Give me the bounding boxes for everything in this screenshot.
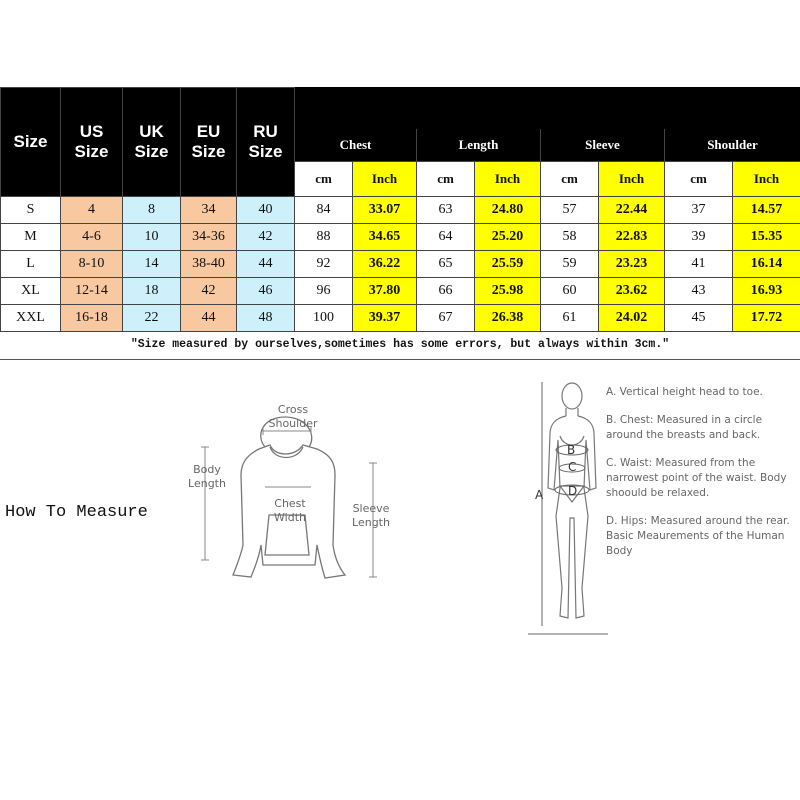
cell-length-cm: 65 (417, 251, 475, 278)
cell-chest-in: 39.37 (353, 305, 417, 332)
size-table (0, 87, 800, 332)
cell-shoulder-cm: 43 (665, 278, 733, 305)
letter-c: C (568, 460, 577, 474)
note-hips: D. Hips: Measured around the rear. (606, 515, 790, 527)
cell-uk: 14 (123, 251, 181, 278)
cell-uk: 22 (123, 305, 181, 332)
cell-eu: 38-40 (181, 251, 237, 278)
cell-shoulder-in: 17.72 (733, 305, 800, 332)
cell-us: 4 (61, 197, 123, 224)
cell-us: 12-14 (61, 278, 123, 305)
letter-b: B (567, 443, 576, 457)
cell-chest-in: 36.22 (353, 251, 417, 278)
ru-size-header: RU Size (237, 88, 295, 197)
how-to-measure-title: How To Measure (5, 503, 148, 522)
note-basic-measurements: Basic Meaurements of the Human Body (606, 530, 785, 557)
cell-size: M (1, 224, 61, 251)
chest-width-label: Chest Width (274, 497, 306, 524)
cell-us: 8-10 (61, 251, 123, 278)
cross-shoulder-label: Cross Shoulder (268, 403, 318, 430)
cell-sleeve-cm: 59 (541, 251, 599, 278)
cell-length-cm: 66 (417, 278, 475, 305)
cell-shoulder-in: 14.57 (733, 197, 800, 224)
cell-shoulder-in: 16.14 (733, 251, 800, 278)
cell-sleeve-cm: 58 (541, 224, 599, 251)
cell-chest-cm: 92 (295, 251, 353, 278)
cell-eu: 34 (181, 197, 237, 224)
shoulder-header: Shoulder (665, 129, 800, 162)
header-band (295, 88, 800, 129)
cell-chest-cm: 96 (295, 278, 353, 305)
note-chest: B. Chest: Measured in a circle around the breasts and back. (606, 414, 763, 441)
cell-sleeve-in: 22.44 (599, 197, 665, 224)
table-row (1, 251, 800, 278)
unit-cm: cm (295, 162, 353, 197)
cell-eu: 34-36 (181, 224, 237, 251)
unit-cm: cm (541, 162, 599, 197)
cell-uk: 18 (123, 278, 181, 305)
cell-length-cm: 67 (417, 305, 475, 332)
cell-length-in: 25.98 (475, 278, 541, 305)
unit-inch: Inch (475, 162, 541, 197)
note-height: A. Vertical height head to toe. (606, 386, 763, 398)
cell-length-in: 25.20 (475, 224, 541, 251)
cell-uk: 8 (123, 197, 181, 224)
cell-ru: 46 (237, 278, 295, 305)
cell-chest-cm: 100 (295, 305, 353, 332)
cell-chest-cm: 88 (295, 224, 353, 251)
chest-header: Chest (295, 129, 417, 162)
unit-cm: cm (417, 162, 475, 197)
cell-shoulder-cm: 39 (665, 224, 733, 251)
letter-a: A (535, 488, 544, 502)
cell-us: 4-6 (61, 224, 123, 251)
cell-sleeve-in: 24.02 (599, 305, 665, 332)
cell-shoulder-in: 16.93 (733, 278, 800, 305)
cell-sleeve-in: 23.62 (599, 278, 665, 305)
cell-size: S (1, 197, 61, 224)
cell-chest-in: 34.65 (353, 224, 417, 251)
cell-length-in: 26.38 (475, 305, 541, 332)
cell-size: XL (1, 278, 61, 305)
measurement-notes (606, 385, 796, 572)
length-header: Length (417, 129, 541, 162)
cell-size: L (1, 251, 61, 278)
cell-length-cm: 64 (417, 224, 475, 251)
cell-length-cm: 63 (417, 197, 475, 224)
sleeve-length-label: Sleeve Length (352, 502, 390, 529)
cell-length-in: 24.80 (475, 197, 541, 224)
table-row (1, 278, 800, 305)
table-row (1, 197, 800, 224)
size-disclaimer: "Size measured by ourselves,sometimes has some errors, but always within 3cm." (0, 331, 800, 360)
cell-uk: 10 (123, 224, 181, 251)
sleeve-header: Sleeve (541, 129, 665, 162)
table-row (1, 224, 800, 251)
cell-ru: 44 (237, 251, 295, 278)
cell-eu: 44 (181, 305, 237, 332)
cell-size: XXL (1, 305, 61, 332)
unit-cm: cm (665, 162, 733, 197)
cell-chest-in: 33.07 (353, 197, 417, 224)
size-chart (0, 87, 800, 332)
neckline (270, 447, 303, 458)
cell-sleeve-cm: 61 (541, 305, 599, 332)
cell-sleeve-in: 23.23 (599, 251, 665, 278)
unit-inch: Inch (599, 162, 665, 197)
letter-d: D (568, 484, 578, 498)
cell-ru: 42 (237, 224, 295, 251)
body-figure (520, 378, 610, 643)
cell-shoulder-cm: 45 (665, 305, 733, 332)
size-header: Size (1, 88, 61, 197)
cell-chest-cm: 84 (295, 197, 353, 224)
cell-chest-in: 37.80 (353, 278, 417, 305)
cell-shoulder-cm: 41 (665, 251, 733, 278)
note-waist: C. Waist: Measured from the narrowest point of the waist. Body shoould be relaxed. (606, 457, 787, 499)
unit-inch: Inch (733, 162, 800, 197)
cell-us: 16-18 (61, 305, 123, 332)
size-rows (1, 197, 800, 332)
cell-shoulder-in: 15.35 (733, 224, 800, 251)
cell-sleeve-in: 22.83 (599, 224, 665, 251)
us-size-header: US Size (61, 88, 123, 197)
table-row (1, 305, 800, 332)
cell-shoulder-cm: 37 (665, 197, 733, 224)
eu-size-header: EU Size (181, 88, 237, 197)
cell-eu: 42 (181, 278, 237, 305)
body-length-label: Body Length (188, 463, 226, 490)
cell-sleeve-cm: 57 (541, 197, 599, 224)
uk-size-header: UK Size (123, 88, 181, 197)
cell-ru: 40 (237, 197, 295, 224)
cell-length-in: 25.59 (475, 251, 541, 278)
unit-inch: Inch (353, 162, 417, 197)
cell-sleeve-cm: 60 (541, 278, 599, 305)
cell-ru: 48 (237, 305, 295, 332)
